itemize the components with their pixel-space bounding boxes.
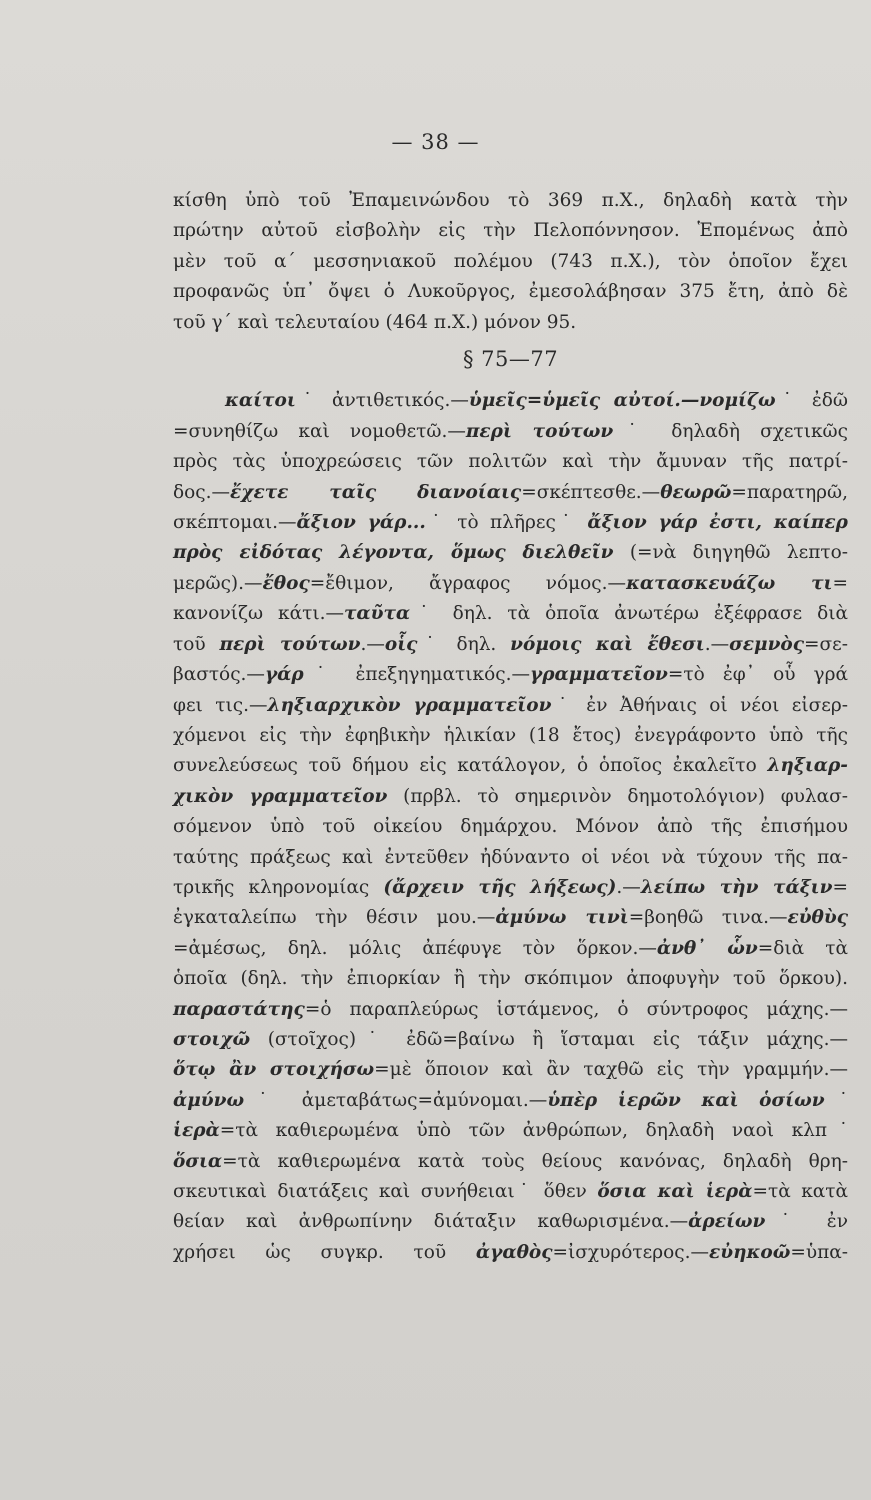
glossary-term: ληξιαρχικὸν γραμματεῖον bbox=[267, 694, 552, 716]
glossary-line bbox=[173, 508, 848, 538]
glossary-text: ˙ ἐπεξηγηματικός.— bbox=[303, 664, 530, 686]
glossary-text: =σκέπτεσθε.— bbox=[521, 481, 661, 503]
glossary-term: πρὸς εἰδότας λέγοντα, ὅμως διελθεῖν bbox=[173, 542, 614, 564]
glossary-term: σεμνὸς bbox=[729, 633, 805, 655]
page-number: — 38 — bbox=[391, 130, 480, 154]
glossary-text: .— bbox=[360, 633, 385, 655]
glossary-text: =ἔθιμον, ἄγραφος νόμος.— bbox=[309, 572, 627, 594]
glossary-term: ἄξιον γάρ ἐστι, καίπερ bbox=[587, 512, 848, 534]
glossary-line bbox=[173, 691, 848, 721]
glossary-text: σόμενον ὑπὸ τοῦ οἰκείου δημάρχου. Μόνον ἀπὸ τῆς ἐπισήμου bbox=[173, 816, 848, 838]
glossary-line bbox=[173, 630, 848, 660]
glossary-text: ˙ τὸ πλῆρες˙ bbox=[425, 512, 588, 534]
glossary-line bbox=[173, 873, 848, 903]
glossary-term: χικὸν γραμματεῖον bbox=[173, 785, 388, 807]
text-line: κίσθη ὑπὸ τοῦ Ἐπαμεινώνδου τὸ 369 π.Χ., δηλαδὴ κατὰ τὴν bbox=[173, 190, 848, 211]
glossary-text: συνελεύσεως τοῦ δήμου εἰς κατάλογον, ὁ ὁποῖος ἐκαλεῖτο bbox=[173, 755, 768, 777]
text-line: μὲν τοῦ α΄ μεσσηνιακοῦ πολέμου (743 π.Χ.), τὸν ὁποῖον ἔχει bbox=[173, 250, 848, 272]
glossary-term: ἔθος bbox=[262, 572, 310, 594]
glossary-text: =τὰ καθιερωμένα ὑπὸ τῶν ἀνθρώπων, δηλαδὴ ναοὶ κλπ˙ bbox=[219, 1120, 848, 1142]
glossary-term: περὶ τούτων bbox=[465, 420, 614, 442]
glossary-line bbox=[173, 599, 848, 629]
glossary-text: =τὰ καθιερωμένα κατὰ τοὺς θείους κανόνας, δηλαδὴ θρη- bbox=[222, 1150, 848, 1172]
glossary-text: ταύτης πράξεως καὶ ἐντεῦθεν ἠδύναντο οἱ νέοι νὰ τύχουν τῆς πα- bbox=[173, 846, 848, 868]
glossary-paragraph bbox=[173, 386, 848, 1268]
glossary-line bbox=[173, 751, 848, 781]
glossary-term: παραστάτης bbox=[173, 998, 305, 1020]
text-line: πρώτην αὐτοῦ εἰσβολὴν εἰς τὴν Πελοπόννησον. Ἑπομένως ἀπὸ bbox=[173, 220, 848, 242]
glossary-text: (στοῖχος)˙ ἐδῶ=βαίνω ἢ ἵσταμαι εἰς τάξιν μάχης.— bbox=[250, 1028, 848, 1050]
glossary-text: =παρατηρῶ, bbox=[731, 481, 848, 503]
glossary-term: ἀρείων bbox=[688, 1211, 766, 1233]
glossary-term: ὑμεῖς=ὑμεῖς αὐτοί.—νομίζω bbox=[468, 390, 776, 412]
glossary-text: ˙ bbox=[824, 1089, 848, 1111]
glossary-text: = bbox=[832, 876, 848, 898]
glossary-line bbox=[173, 538, 848, 568]
glossary-term: λείπω τὴν τάξιν bbox=[640, 876, 833, 898]
glossary-term: ἀμύνω bbox=[173, 1089, 245, 1111]
glossary-line bbox=[173, 386, 848, 416]
glossary-line bbox=[173, 660, 848, 690]
glossary-line bbox=[173, 417, 848, 447]
glossary-text: δος.— bbox=[173, 481, 231, 503]
glossary-text: ˙ ἀμεταβάτως=ἀμύνομαι.— bbox=[244, 1089, 548, 1111]
glossary-term: στοιχῶ bbox=[173, 1028, 251, 1050]
glossary-text: =ἰσχυρότερος.— bbox=[552, 1241, 709, 1263]
text-line: προφανῶς ὑπ᾽ ὄψει ὁ Λυκοῦργος, ἐμεσολάβησαν 375 ἔτη, ἀπὸ δὲ bbox=[173, 281, 848, 303]
section-heading: § 75—77 bbox=[462, 347, 559, 372]
glossary-text: ˙ δηλ. bbox=[417, 633, 511, 655]
glossary-term: νόμοις καὶ ἔθεσι bbox=[510, 633, 705, 655]
glossary-term: ἀνθ᾽ ὧν bbox=[656, 937, 758, 959]
glossary-text: ˙ ἐδῶ bbox=[775, 390, 848, 412]
glossary-text: (πρβλ. τὸ σημερινὸν δημοτολόγιον) φυλασ- bbox=[387, 785, 848, 807]
glossary-text: =βοηθῶ τινα.— bbox=[628, 907, 788, 929]
glossary-text: =τὸ ἐφ᾽ οὗ γρά bbox=[667, 664, 848, 686]
glossary-text: τοῦ bbox=[173, 633, 220, 655]
glossary-text: =συνηθίζω καὶ νομοθετῶ.— bbox=[173, 420, 466, 442]
glossary-line bbox=[173, 1238, 848, 1268]
intro-paragraph bbox=[173, 186, 848, 338]
glossary-text: ˙ ἐν bbox=[765, 1211, 848, 1233]
glossary-line bbox=[173, 1177, 848, 1207]
glossary-text: =ἀμέσως, δηλ. μόλις ἀπέφυγε τὸν ὅρκον.— bbox=[173, 937, 657, 959]
glossary-term: εὐθὺς bbox=[787, 907, 848, 929]
glossary-term: ἱερὰ bbox=[173, 1120, 220, 1142]
glossary-line bbox=[173, 1055, 848, 1085]
glossary-text: ὁποῖα (δηλ. τὴν ἐπιορκίαν ἢ τὴν σκόπιμον ἀποφυγὴν τοῦ ὅρκου). bbox=[173, 968, 848, 990]
glossary-term: εὐηκοῶ bbox=[708, 1241, 791, 1263]
glossary-line bbox=[173, 1147, 848, 1177]
glossary-line bbox=[173, 1086, 848, 1116]
glossary-text: ˙ δηλαδὴ σχετικῶς bbox=[613, 420, 849, 442]
glossary-text: .— bbox=[616, 876, 641, 898]
glossary-line bbox=[173, 447, 848, 477]
glossary-text: ˙ ἀντιθετικός.— bbox=[295, 390, 469, 412]
glossary-line bbox=[173, 812, 848, 842]
glossary-line bbox=[173, 903, 848, 933]
glossary-line bbox=[173, 1116, 848, 1146]
glossary-term: ἀγαθὸς bbox=[475, 1241, 553, 1263]
glossary-text: ˙ δηλ. τὰ ὁποῖα ἀνωτέρω ἐξέφρασε διὰ bbox=[410, 603, 849, 625]
glossary-text: =τὰ κατὰ bbox=[752, 1181, 848, 1202]
glossary-line bbox=[173, 1025, 848, 1055]
glossary-text: =διὰ τὰ bbox=[757, 937, 848, 959]
glossary-text: μερῶς).— bbox=[173, 572, 263, 594]
glossary-text: =ὑπα- bbox=[790, 1241, 848, 1263]
glossary-text: = bbox=[832, 572, 848, 594]
glossary-term: περὶ τούτων bbox=[219, 633, 361, 655]
glossary-text: τρικῆς κληρονομίας bbox=[173, 876, 384, 898]
glossary-term: γραμματεῖον bbox=[530, 664, 668, 686]
glossary-text: =σε- bbox=[804, 633, 848, 655]
glossary-term: ἔχετε ταῖς διανοίαις bbox=[230, 481, 522, 503]
glossary-text: χρήσει ὡς συγκρ. τοῦ bbox=[173, 1241, 476, 1263]
glossary-term: (ἄρχειν τῆς λήξεως) bbox=[383, 876, 617, 898]
glossary-text: =ὁ παραπλεύρως ἱστάμενος, ὁ σύντροφος μάχης.— bbox=[304, 998, 848, 1020]
glossary-text: σκευτικαὶ διατάξεις καὶ συνήθειαι˙ ὅθεν bbox=[173, 1181, 598, 1202]
glossary-term: ὅσια καὶ ἱερὰ bbox=[597, 1181, 753, 1202]
glossary-text: ἐγκαταλείπω τὴν θέσιν μου.— bbox=[173, 907, 496, 929]
glossary-text: .— bbox=[704, 633, 730, 655]
glossary-line bbox=[173, 1207, 848, 1237]
text-block bbox=[173, 186, 848, 1268]
glossary-term: ὅσια bbox=[173, 1150, 223, 1172]
glossary-text: φει τις.— bbox=[173, 694, 268, 716]
glossary-text: ˙ ἐν Ἀθήναις οἱ νέοι εἰσερ- bbox=[551, 694, 848, 716]
text-line: τοῦ γ΄ καὶ τελευταίου (464 π.Χ.) μόνον 95. bbox=[173, 311, 577, 333]
glossary-text: κανονίζω κάτι.— bbox=[173, 603, 344, 625]
glossary-line bbox=[173, 721, 848, 751]
glossary-line bbox=[173, 569, 848, 599]
glossary-line bbox=[173, 478, 848, 508]
glossary-text: σκέπτομαι.— bbox=[173, 512, 297, 534]
glossary-term: ἄξιον γάρ... bbox=[296, 512, 426, 534]
glossary-text: πρὸς τὰς ὑποχρεώσεις τῶν πολιτῶν καὶ τὴν ἄμυναν τῆς πατρί- bbox=[173, 451, 848, 473]
glossary-line bbox=[173, 934, 848, 964]
glossary-text: βαστός.— bbox=[173, 664, 265, 686]
glossary-line bbox=[173, 964, 848, 994]
glossary-term: θεωρῶ bbox=[660, 481, 732, 503]
glossary-text: χόμενοι εἰς τὴν ἐφηβικὴν ἡλικίαν (18 ἔτος) ἐνεγράφοντο ὑπὸ τῆς bbox=[173, 724, 848, 746]
glossary-text: =μὲ ὅποιον καὶ ἂν ταχθῶ εἰς τὴν γραμμήν.— bbox=[374, 1059, 848, 1081]
glossary-line bbox=[173, 782, 848, 812]
glossary-term: γάρ bbox=[264, 664, 304, 686]
glossary-term: οἷς bbox=[384, 633, 418, 655]
glossary-term: ληξιαρ- bbox=[767, 755, 848, 777]
glossary-term: ταῦτα bbox=[343, 603, 411, 625]
glossary-term: ἀμύνω τινὶ bbox=[495, 907, 629, 929]
glossary-text: θείαν καὶ ἀνθρωπίνην διάταξιν καθωρισμένα.— bbox=[173, 1211, 689, 1233]
glossary-line bbox=[173, 995, 848, 1025]
glossary-term: κατασκευάζω τι bbox=[626, 572, 833, 594]
glossary-text: (=νὰ διηγηθῶ λεπτο- bbox=[613, 542, 848, 564]
glossary-term: ὑπὲρ ἱερῶν καὶ ὁσίων bbox=[547, 1089, 825, 1111]
glossary-term: ὅτῳ ἂν στοιχήσω bbox=[173, 1059, 375, 1081]
glossary-line bbox=[173, 843, 848, 873]
glossary-term: καίτοι bbox=[225, 390, 296, 412]
